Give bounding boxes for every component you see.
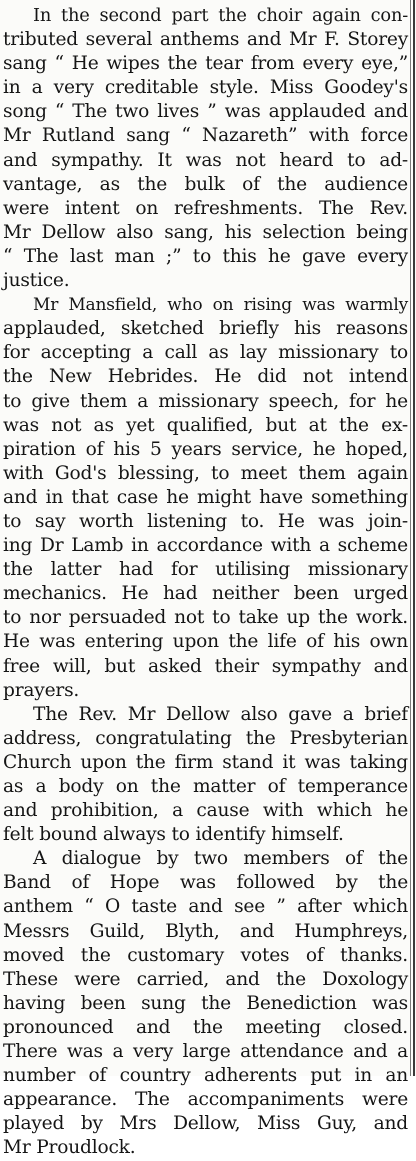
- text-line: appearance. The accompaniments were: [3, 1089, 408, 1111]
- text-line: was not as yet qualified, but at the ex-: [3, 414, 408, 436]
- text-line: prayers.: [3, 679, 80, 701]
- text-line: Mr Mansfield, who on rising was warmly: [33, 295, 408, 316]
- text-line: A dialogue by two members of the: [33, 848, 408, 870]
- text-line: felt bound always to identify himself.: [3, 824, 344, 846]
- text-line: There was a very large attendance and a: [3, 1041, 408, 1063]
- text-line: song “ The two lives ” was applauded and: [3, 101, 408, 123]
- text-line: having been sung the Benediction was: [3, 992, 408, 1014]
- text-line: “ The last man ;” to this he gave every: [3, 245, 408, 267]
- text-line: piration of his 5 years service, he hoped,: [3, 438, 408, 460]
- text-line: address, congratulating the Presbyterian: [3, 727, 408, 749]
- paragraph-dellow-address: [3, 703, 408, 848]
- text-line: applauded, sketched briefly his reasons: [3, 318, 408, 340]
- text-line: with God's blessing, to meet them again: [3, 462, 408, 484]
- text-line: free will, but asked their sympathy and: [3, 655, 408, 677]
- text-line: to give them a missionary speech, for he: [3, 390, 408, 412]
- text-line: the latter had for utilising missionary: [3, 559, 408, 581]
- text-line: moved the customary votes of thanks.: [3, 944, 408, 966]
- text-line: Mr Dellow also sang, his selection being: [3, 221, 408, 243]
- text-line: played by Mrs Dellow, Miss Guy, and: [3, 1113, 408, 1135]
- text-line: as a body on the matter of temperance: [3, 776, 408, 797]
- paragraph-dialogue: [3, 847, 408, 1160]
- text-line: in a very creditable style. Miss Goodey's: [3, 77, 408, 99]
- text-line: tributed several anthems and Mr F. Storey: [3, 29, 408, 51]
- text-line: pronounced and the meeting closed.: [3, 1016, 408, 1038]
- text-line: for accepting a call as lay missionary to: [3, 342, 408, 364]
- text-line: vantage, as the bulk of the audience: [3, 173, 408, 195]
- column-rule: [413, 0, 415, 1076]
- text-line: mechanics. He had neither been urged: [3, 583, 408, 605]
- text-line: anthem “ O taste and see ” after which: [3, 896, 408, 918]
- column-rule-inner: [410, 0, 411, 1076]
- text-line: Messrs Guild, Blyth, and Humphreys,: [3, 920, 408, 942]
- article-column: [3, 4, 408, 1161]
- text-line: ing Dr Lamb in accordance with a scheme: [3, 535, 408, 557]
- text-line: justice.: [3, 270, 70, 292]
- text-line: The Rev. Mr Dellow also gave a brief: [33, 703, 408, 725]
- paragraph-mansfield: [3, 293, 408, 703]
- text-line: and prohibition, a cause with which he: [3, 800, 408, 822]
- text-line: to nor persuaded not to take up the work.: [3, 607, 408, 629]
- text-line: sang “ He wipes the tear from every eye,”: [3, 53, 408, 75]
- text-line: and in that case he might have something: [3, 486, 408, 508]
- text-line: and sympathy. It was not heard to ad-: [3, 149, 408, 171]
- text-line: number of country adherents put in an: [3, 1065, 408, 1087]
- text-line: In the second part the choir again con-: [33, 5, 408, 26]
- text-line: the New Hebrides. He did not intend: [3, 366, 408, 388]
- paragraph-choir: [3, 4, 408, 293]
- text-line: Church upon the firm stand it was taking: [3, 751, 408, 773]
- text-line: Mr Proudlock.: [3, 1137, 136, 1159]
- text-line: He was entering upon the life of his own: [3, 631, 408, 653]
- text-line: Mr Rutland sang “ Nazareth” with force: [3, 125, 408, 147]
- text-line: Band of Hope was followed by the: [3, 872, 408, 894]
- text-line: These were carried, and the Doxology: [3, 968, 408, 990]
- text-line: were intent on refreshments. The Rev.: [3, 197, 408, 219]
- text-line: to say worth listening to. He was join-: [3, 510, 408, 532]
